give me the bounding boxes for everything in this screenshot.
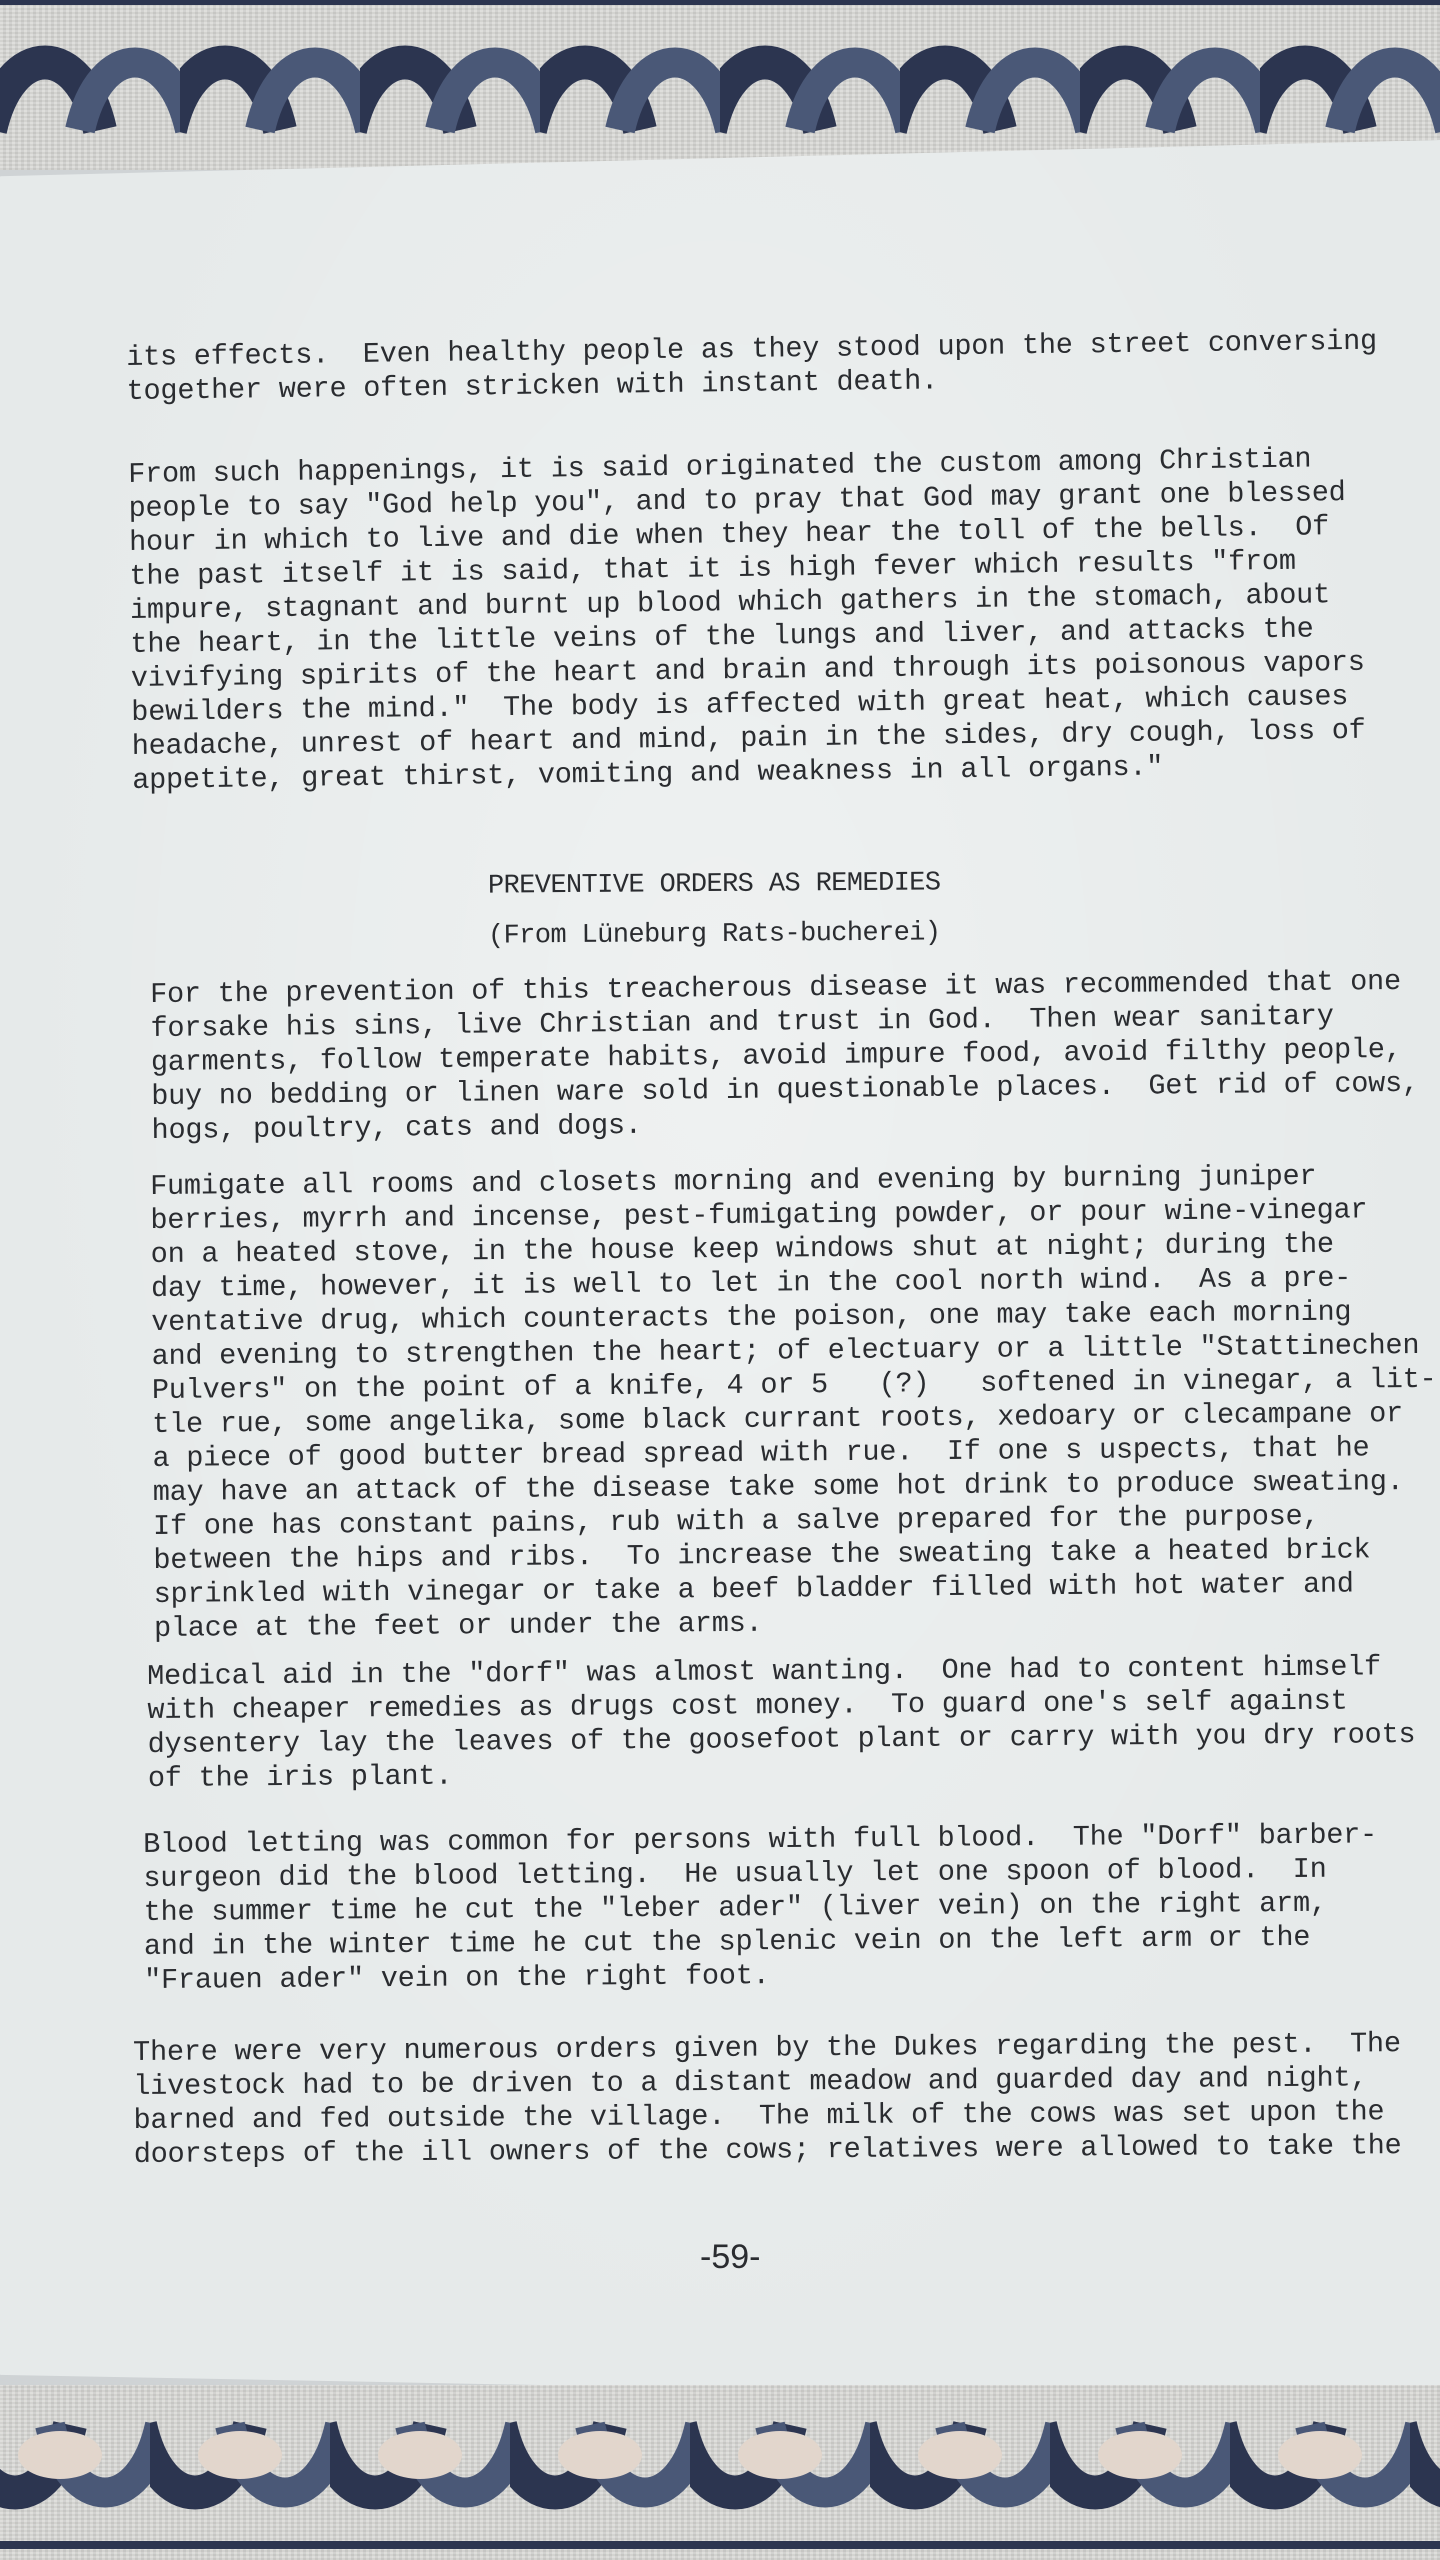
section-heading: PREVENTIVE ORDERS AS REMEDIES xyxy=(487,868,941,902)
textile-border-top xyxy=(0,0,1440,170)
paragraph-3: For the prevention of this treacherous disease it was recommended that one forsake his sins, live Christian and trust in God. Then wear sanitary garments, follow temperate habits, avoid impure food, avoid filthy people, buy no bedding or linen ware sold in questionable places. Get rid of cows, hogs, poultry, cats and dogs. xyxy=(150,964,1420,1147)
paragraph-6: Blood letting was common for persons with full blood. The "Dorf" barber- surgeon did the blood letting. He usually let one spoon of blood. In the summer time he cut the "leber ader" (liver vein) on the right arm, and in the winter time he cut the splenic vein on the left arm or the "Frauen ader" vein on the right foot. xyxy=(143,1818,1378,1997)
page-number: -59- xyxy=(700,2238,761,2276)
paragraph-5: Medical aid in the "dorf" was almost wanting. One had to content himself with cheaper remedies as drugs cost money. To guard one's self against dysentery lay the leaves of the goosefoot plant or carry with you dry roots of the iris plant. xyxy=(147,1650,1416,1795)
paragraph-2: From such happenings, it is said originated the custom among Christian people to say "God help you", and to pray that God may grant one blessed hour in which to live and die when they hear the toll of the bells. Of the past itself it is said, that it is high fever which results "from impure, stagnant and burnt up blood which gathers in the stomach, about the heart, in the little veins of the lungs and liver, and attacks the vivifying spirits of the heart and brain and through its poisonous vapors bewilders the mind." The body is affected with great heat, which causes headache, unrest of heart and mind, pain in the sides, dry cough, loss of appetite, great thirst, vomiting and weakness in all organs." xyxy=(128,442,1366,797)
paragraph-4: Fumigate all rooms and closets morning and evening by burning juniper berries, myrrh and incense, pest-fumigating powder, or pour wine-vinegar on a heated stove, in the house keep windows shut at night; during the day time, however, it is well to let in the cool north wind. As a pre- ventative drug, which counteracts the poison, one may take each morning and evening to strengthen the heart; of electuary or a little "Stattinechen Pulvers" on the point of a knife, 4 or 5 (?) softened in vinegar, a lit- tle rue, some angelika, some black currant roots, xedoary or clecampane or a piece of good butter bread spread with rue. If one s uspects, that he may have an attack of the disease take some hot drink to produce sweating. If one has constant pains, rub with a salve prepared for the purpose, between the hips and ribs. To increase the sweating take a heated brick sprinkled with vinegar or take a beef bladder filled with hot water and place at the feet or under the arms. xyxy=(150,1159,1437,1645)
section-subheading: (From Lüneburg Rats-bucherei) xyxy=(487,918,941,952)
woven-pattern-top xyxy=(0,0,1440,170)
paragraph-7: There were very numerous orders given by the Dukes regarding the pest. The livestock had to be driven to a distant meadow and guarded day and night, barned and fed outside the village. The milk of the cows was set upon the doorsteps of the ill owners of the cows; relatives were allowed to take the xyxy=(133,2027,1402,2171)
woven-pattern-bottom xyxy=(0,2385,1440,2560)
paragraph-1: its effects. Even healthy people as they stood upon the street conversing together were often stricken with instant death. xyxy=(126,324,1378,408)
textile-border-bottom xyxy=(0,2385,1440,2560)
